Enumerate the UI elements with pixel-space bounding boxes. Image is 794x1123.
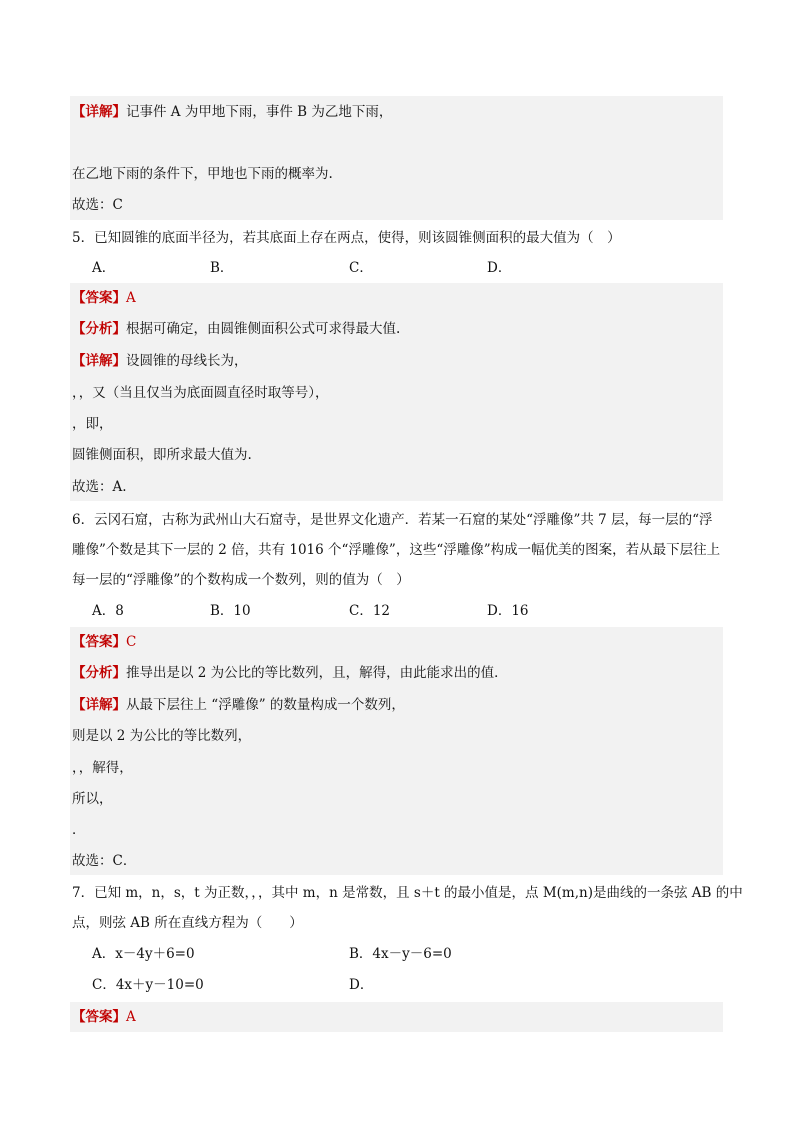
- q7-stem-line-2: 点，则弦 AB 所在直线方程为（ ）: [72, 915, 303, 931]
- q5-step-3: 圆锥侧面积，即所求最大值为.: [72, 447, 252, 463]
- answer-tag: 【答案】: [72, 1009, 126, 1025]
- analysis-tag: 【分析】: [72, 321, 126, 337]
- q7-answer-line: [72, 1007, 136, 1027]
- detail-tag: 【详解】: [72, 353, 126, 369]
- q7-option-b: B．4x－y－6=0: [349, 946, 452, 962]
- q6-step-1: 则是以 2 为公比的等比数列，: [72, 728, 252, 744]
- q5-option-b: B．: [210, 260, 234, 276]
- q6-option-c: C．12: [349, 603, 391, 619]
- answer-value: A: [126, 1009, 136, 1025]
- q6-step-3: 所以，: [72, 791, 113, 807]
- answer-value: A: [126, 290, 136, 306]
- q6-stem-line-1: 6．云冈石窟，古称为武州山大石窟寺，是世界文化遗产．若某一石窟的某处“浮雕像”共 7 层，每一层的“浮: [72, 512, 713, 528]
- answer-tag: 【答案】: [72, 290, 126, 306]
- q5-detail-line: [72, 351, 248, 371]
- q6-choice-line: 故选：C．: [72, 853, 137, 869]
- q6-option-d: D．16: [487, 603, 529, 619]
- q4-probability-line: 在乙地下雨的条件下，甲地也下雨的概率为.: [72, 166, 333, 182]
- q7-solution-block: [70, 1002, 723, 1032]
- q5-stem: 5．已知圆锥的底面半径为，若其底面上存在两点，使得，则该圆锥侧面积的最大值为（ ）: [72, 230, 621, 246]
- detail-text: 设圆锥的母线长为，: [126, 353, 248, 369]
- q7-option-a: A．x－4y＋6=0: [92, 946, 195, 962]
- q5-option-c: C．: [349, 260, 373, 276]
- q6-option-a: A．8: [92, 603, 124, 619]
- q6-step-2: ，，解得，: [72, 760, 133, 776]
- q6-analysis-line: [72, 663, 508, 683]
- q6-stem-line-2: 雕像”个数是其下一层的 2 倍，共有 1016 个“浮雕像”，这些“浮雕像”构成一幅优美的图案，若从最下层往上: [72, 542, 721, 558]
- q5-answer-line: [72, 288, 136, 308]
- q6-detail-line: [72, 695, 405, 715]
- q5-analysis-line: [72, 319, 400, 339]
- q5-choice-line: 故选：A.: [72, 479, 127, 495]
- detail-tag: 【详解】: [72, 104, 126, 120]
- q6-step-4: ．: [72, 822, 86, 838]
- q6-answer-line: [72, 632, 136, 652]
- q7-option-d: D．: [349, 977, 374, 993]
- q5-step-1: ，，又（当且仅当为底面圆直径时取等号），: [72, 385, 329, 401]
- q4-detail-line: [72, 102, 392, 122]
- q7-stem-line-1: 7．已知 m，n，s，t 为正数，，，其中 m，n 是常数，且 s＋t 的最小值是，点 M(m,n)是曲线的一条弦 AB 的中: [72, 885, 743, 901]
- analysis-text: 推导出是以 2 为公比的等比数列，且，解得，由此能求出的值．: [126, 665, 508, 681]
- q6-option-b: B．10: [210, 603, 251, 619]
- analysis-text: 根据可确定，由圆锥侧面积公式可求得最大值.: [126, 321, 401, 337]
- answer-value: C: [126, 634, 137, 650]
- detail-text: 记事件 A 为甲地下雨，事件 B 为乙地下雨，: [126, 104, 393, 120]
- q5-step-2: ，即，: [72, 416, 113, 432]
- answer-tag: 【答案】: [72, 634, 126, 650]
- detail-tag: 【详解】: [72, 697, 126, 713]
- q6-stem-line-3: 每一层的“浮雕像”的个数构成一个数列，则的值为（ ）: [72, 572, 410, 588]
- analysis-tag: 【分析】: [72, 665, 126, 681]
- q5-option-d: D．: [487, 260, 512, 276]
- q4-choice-line: 故选：C: [72, 197, 123, 213]
- q5-option-a: A．: [92, 260, 116, 276]
- detail-text: 从最下层往上 “浮雕像” 的数量构成一个数列，: [126, 697, 405, 713]
- q7-option-c: C．4x＋y－10=0: [92, 977, 204, 993]
